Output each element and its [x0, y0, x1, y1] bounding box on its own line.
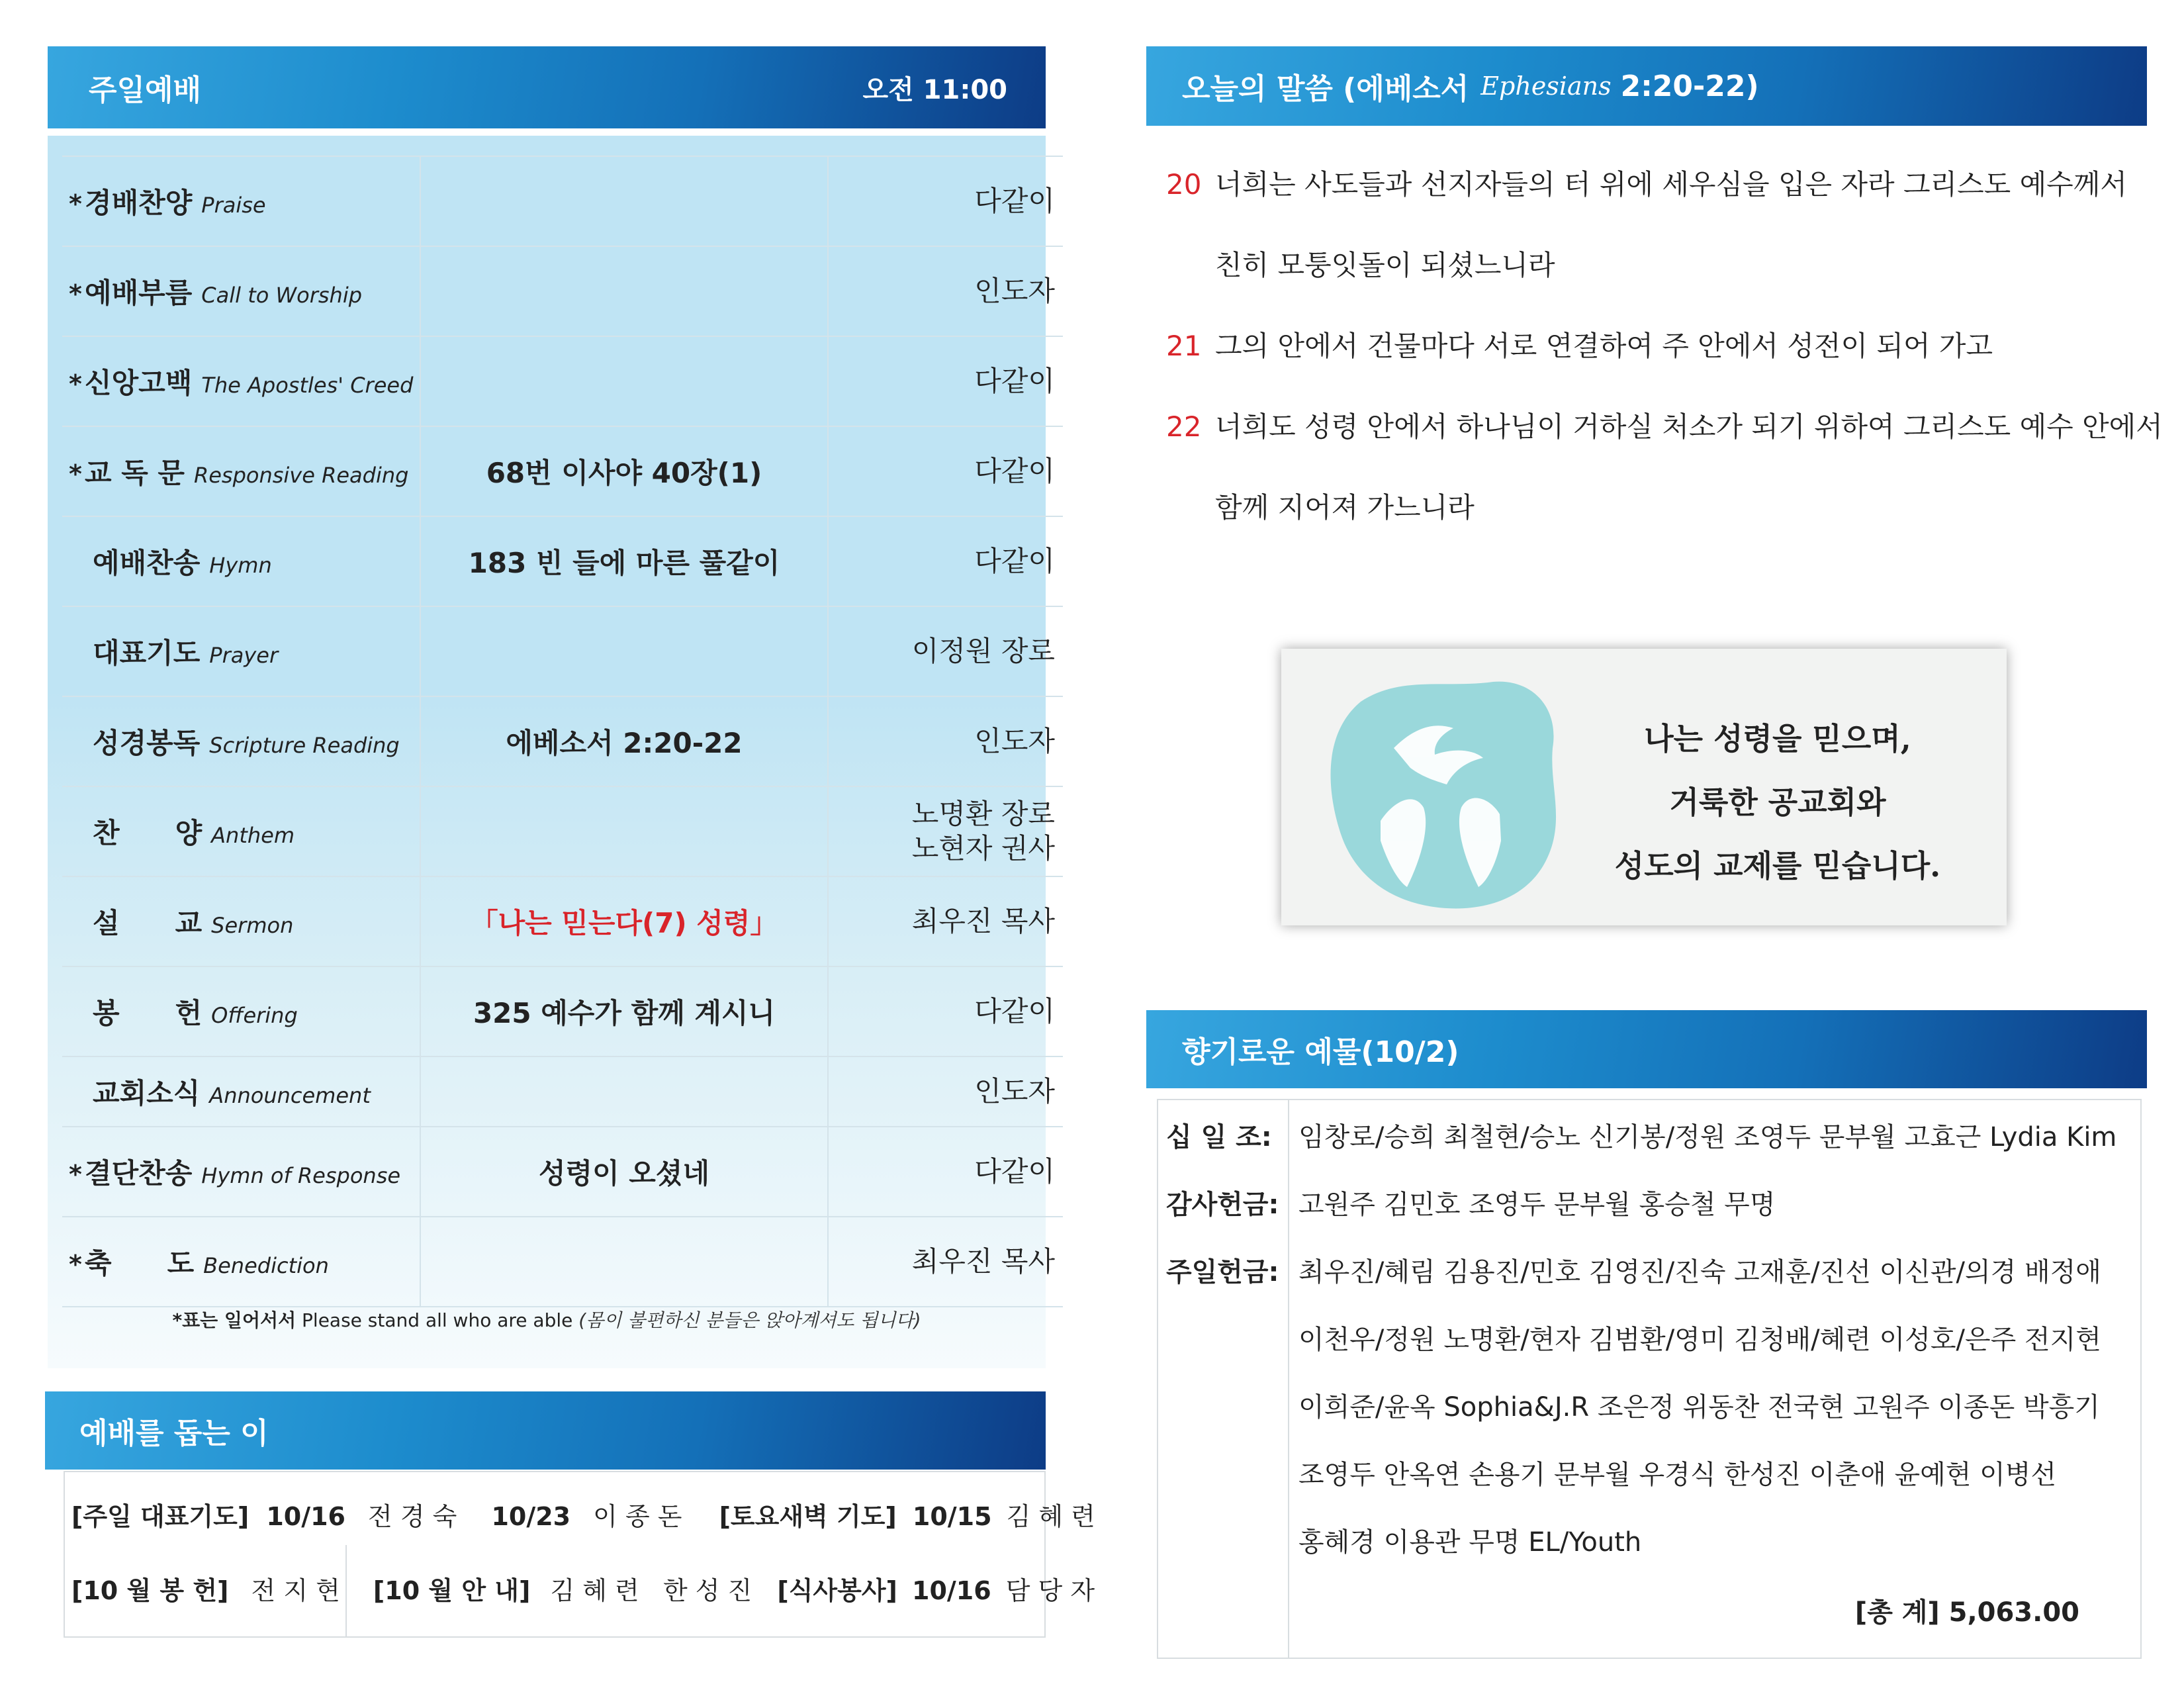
sunday-names: 홍혜경 이용관 무명 EL/Youth — [1298, 1527, 1642, 1558]
helper-label: [식사봉사] — [777, 1576, 897, 1605]
verse-21 — [1166, 324, 1993, 364]
creed-image — [1281, 649, 2007, 925]
order-item-content — [420, 786, 828, 876]
order-item-leader — [828, 696, 1063, 786]
order-item-leader — [828, 1056, 1063, 1127]
worship-time: 오전 11:00 — [862, 74, 1007, 105]
verse-22 — [1166, 405, 2163, 445]
order-item-english: Offering — [211, 1003, 298, 1028]
order-item-name — [62, 1217, 420, 1307]
helpers-box — [64, 1471, 1095, 1638]
order-row — [62, 1056, 1063, 1127]
verse-number: 20 — [1166, 168, 1202, 201]
sunday-names: 최우진/혜림 김용진/민호 김영진/진숙 고재훈/진선 이신관/의경 배정애 — [1298, 1257, 2101, 1288]
creed-line-2: 거룩한 공교회와 — [1669, 784, 1886, 820]
offerings-total: [총 계] 5,063.00 — [1854, 1597, 2079, 1628]
offerings-box — [1157, 1099, 2142, 1659]
scripture-title: 오늘의 말씀 (에베소서 — [1182, 72, 1469, 106]
helper-label: [주일 대표기도] — [71, 1502, 250, 1531]
order-item-korean: 결단찬송 — [85, 1157, 193, 1190]
order-item-content: 325 예수가 함께 계시니 — [420, 966, 828, 1056]
stand-note — [48, 1306, 1046, 1333]
thanks-label: 감사헌금: — [1166, 1190, 1279, 1220]
order-item-korean: 신앙고백 — [85, 367, 193, 399]
leader-name: 이정원 장로 — [911, 635, 1055, 667]
leader-name: 인도자 — [974, 725, 1055, 757]
leader-name: 인도자 — [974, 1075, 1055, 1107]
order-item-leader — [828, 606, 1063, 696]
order-item-name — [62, 156, 420, 246]
verse-text: 너희도 성령 안에서 하나님이 거하실 처소가 되기 위하여 그리스도 예수 안에서 — [1215, 410, 2163, 443]
order-item-korean: 설 교 — [93, 907, 203, 939]
helper-date: 10/16 — [266, 1502, 345, 1531]
scripture-title-en: Ephesians — [1480, 71, 1612, 101]
order-item-korean: 봉 헌 — [93, 997, 203, 1029]
order-item-leader — [828, 156, 1063, 246]
helper-date: 10/23 — [491, 1502, 571, 1531]
order-item-english: Prayer — [209, 643, 279, 668]
order-item-leader — [828, 786, 1063, 876]
sunday-names: 이희준/윤옥 Sophia&J.R 조은정 위동찬 전국현 고원주 이종돈 박흥기 — [1298, 1392, 2100, 1423]
leader-name: 다같이 — [974, 185, 1055, 217]
order-item-content: 성령이 오셨네 — [420, 1127, 828, 1217]
stand-mark: * — [69, 279, 82, 308]
helper-label: [10 월 봉 헌] — [71, 1576, 229, 1605]
order-row — [62, 516, 1063, 606]
order-item-english: The Apostles' Creed — [201, 373, 414, 398]
order-item-korean: 예배부름 — [85, 277, 193, 309]
order-row — [62, 876, 1063, 966]
verse-number: 21 — [1166, 330, 1202, 362]
verse-20 — [1166, 163, 2127, 203]
order-item-korean: 찬 양 — [93, 817, 203, 849]
stand-note-en: Please stand all who are able — [302, 1309, 573, 1331]
order-row — [62, 786, 1063, 876]
leader-name: 노현자 권사 — [911, 832, 1055, 865]
stand-mark: * — [69, 1250, 82, 1279]
stand-mark: * — [69, 459, 82, 489]
order-item-english: Call to Worship — [201, 283, 363, 308]
sunday-names: 조영두 안옥연 손용기 문부월 우경식 한성진 이춘애 윤예현 이병선 — [1298, 1460, 2056, 1490]
thanks-names: 고원주 김민호 조영두 문부월 홍승철 무명 — [1298, 1190, 1776, 1220]
order-item-leader — [828, 1217, 1063, 1307]
helper-label: [10 월 안 내] — [373, 1576, 531, 1605]
verse-22-cont: 함께 지어져 가느니라 — [1215, 491, 1475, 524]
order-item-content — [420, 336, 828, 426]
order-of-worship-table — [62, 156, 1063, 1307]
order-item-content — [420, 1056, 828, 1127]
leader-name: 최우진 목사 — [911, 1245, 1055, 1278]
verse-text: 그의 안에서 건물마다 서로 연결하여 주 안에서 성전이 되어 가고 — [1215, 330, 1993, 362]
order-item-leader — [828, 1127, 1063, 1217]
offerings-banner — [1146, 1010, 2147, 1088]
order-row — [62, 156, 1063, 246]
helper-name: 전 지 현 — [251, 1576, 340, 1605]
order-of-worship-panel — [48, 136, 1055, 1368]
tithe-label: 십 일 조: — [1166, 1122, 1272, 1152]
order-row — [62, 1127, 1063, 1217]
order-item-name — [62, 1056, 420, 1127]
leader-name: 최우진 목사 — [911, 905, 1055, 937]
scripture-title-ref: 2:20-22) — [1620, 69, 1759, 103]
offerings-divider — [1288, 1100, 1289, 1658]
order-item-name — [62, 246, 420, 336]
order-item-name — [62, 426, 420, 516]
helper-name: 전 경 숙 — [368, 1502, 457, 1531]
order-item-korean: 대표기도 — [93, 637, 201, 669]
leader-name: 다같이 — [974, 365, 1055, 397]
order-item-content — [420, 1217, 828, 1307]
helpers-row-1 — [71, 1496, 1095, 1532]
order-item-leader — [828, 336, 1063, 426]
order-item-name — [62, 606, 420, 696]
order-item-name — [62, 876, 420, 966]
stand-mark: * — [69, 189, 82, 218]
creed-line-3: 성도의 교제를 믿습니다. — [1614, 848, 1941, 884]
verse-number: 22 — [1166, 410, 1202, 443]
stand-note-italic: (몸이 불편하신 분들은 앉아계셔도 됩니다) — [578, 1309, 921, 1331]
helpers-row-2 — [71, 1570, 1095, 1607]
helper-date: 10/16 — [912, 1576, 991, 1605]
order-item-english: Sermon — [211, 913, 294, 938]
helper-name: 김 혜 련 한 성 진 — [550, 1576, 752, 1605]
order-item-content — [420, 606, 828, 696]
order-item-content: 에베소서 2:20-22 — [420, 696, 828, 786]
order-row — [62, 1217, 1063, 1307]
order-item-korean: 성경봉독 — [93, 727, 201, 759]
order-item-leader — [828, 426, 1063, 516]
verse-text: 너희는 사도들과 선지자들의 터 위에 세우심을 입은 자라 그리스도 예수께서 — [1215, 168, 2127, 201]
order-row — [62, 966, 1063, 1056]
helper-date: 10/15 — [912, 1502, 992, 1531]
stand-note-bold: *표는 일어서서 — [172, 1309, 296, 1331]
helper-name: 이 종 돈 — [593, 1502, 682, 1531]
order-item-english: Anthem — [211, 823, 295, 848]
order-row — [62, 426, 1063, 516]
order-item-content: 183 빈 들에 마른 풀같이 — [420, 516, 828, 606]
order-item-name — [62, 516, 420, 606]
verse-20-cont: 친히 모퉁잇돌이 되셨느니라 — [1215, 249, 1555, 281]
order-item-english: Scripture Reading — [209, 733, 400, 758]
scripture-banner — [1146, 46, 2147, 126]
order-item-korean: 경배찬양 — [85, 187, 193, 219]
order-item-english: Announcement — [209, 1083, 371, 1108]
sunday-label: 주일헌금: — [1166, 1257, 1279, 1288]
order-item-english: Praise — [201, 193, 266, 218]
order-item-content: 68번 이사야 40장(1) — [420, 426, 828, 516]
order-row — [62, 606, 1063, 696]
leader-name: 다같이 — [974, 1155, 1055, 1188]
order-item-english: Responsive Reading — [193, 463, 409, 488]
order-item-leader — [828, 246, 1063, 336]
order-item-leader — [828, 516, 1063, 606]
stand-mark: * — [69, 369, 82, 399]
stand-mark: * — [69, 1160, 82, 1189]
tithe-names: 임창로/승희 최철현/승노 신기봉/정원 조영두 문부월 고효근 Lydia Kim — [1298, 1122, 2117, 1152]
worship-title: 주일예배 — [89, 73, 202, 107]
leader-name: 다같이 — [974, 455, 1055, 487]
helpers-banner — [45, 1391, 1046, 1470]
order-item-english: Hymn — [209, 553, 272, 578]
order-item-name — [62, 696, 420, 786]
order-item-english: Hymn of Response — [201, 1163, 401, 1188]
order-item-english: Benediction — [203, 1253, 329, 1278]
helper-name: 김 혜 련 — [1006, 1502, 1095, 1531]
order-item-content — [420, 246, 828, 336]
order-item-leader — [828, 876, 1063, 966]
helper-name: 담 당 자 — [1005, 1576, 1095, 1605]
leader-name: 노명환 장로 — [911, 798, 1055, 830]
order-item-content — [420, 156, 828, 246]
order-item-leader — [828, 966, 1063, 1056]
helper-label: [토요새벽 기도] — [719, 1502, 897, 1531]
order-item-korean: 축 도 — [85, 1247, 195, 1280]
sunday-names: 이천우/정원 노명환/현자 김범환/영미 김청배/혜련 이성호/은주 전지현 — [1298, 1325, 2101, 1355]
leader-name: 인도자 — [974, 275, 1055, 307]
order-row — [62, 336, 1063, 426]
order-item-korean: 교 독 문 — [85, 457, 185, 489]
order-row — [62, 246, 1063, 336]
order-item-name — [62, 786, 420, 876]
order-row — [62, 696, 1063, 786]
worship-banner — [48, 46, 1046, 128]
order-item-korean: 예배찬송 — [93, 547, 201, 579]
leader-name: 다같이 — [974, 995, 1055, 1027]
creed-line-1: 나는 성령을 믿으며, — [1644, 721, 1911, 757]
order-item-name — [62, 1127, 420, 1217]
offerings-title: 향기로운 예물(10/2) — [1182, 1035, 1459, 1069]
order-item-name — [62, 966, 420, 1056]
order-item-korean: 교회소식 — [93, 1077, 201, 1109]
sermon-title: 「나는 믿는다(7) 성령」 — [420, 876, 828, 966]
order-item-name — [62, 336, 420, 426]
leader-name: 다같이 — [974, 545, 1055, 577]
helpers-title: 예배를 돕는 이 — [79, 1417, 269, 1450]
